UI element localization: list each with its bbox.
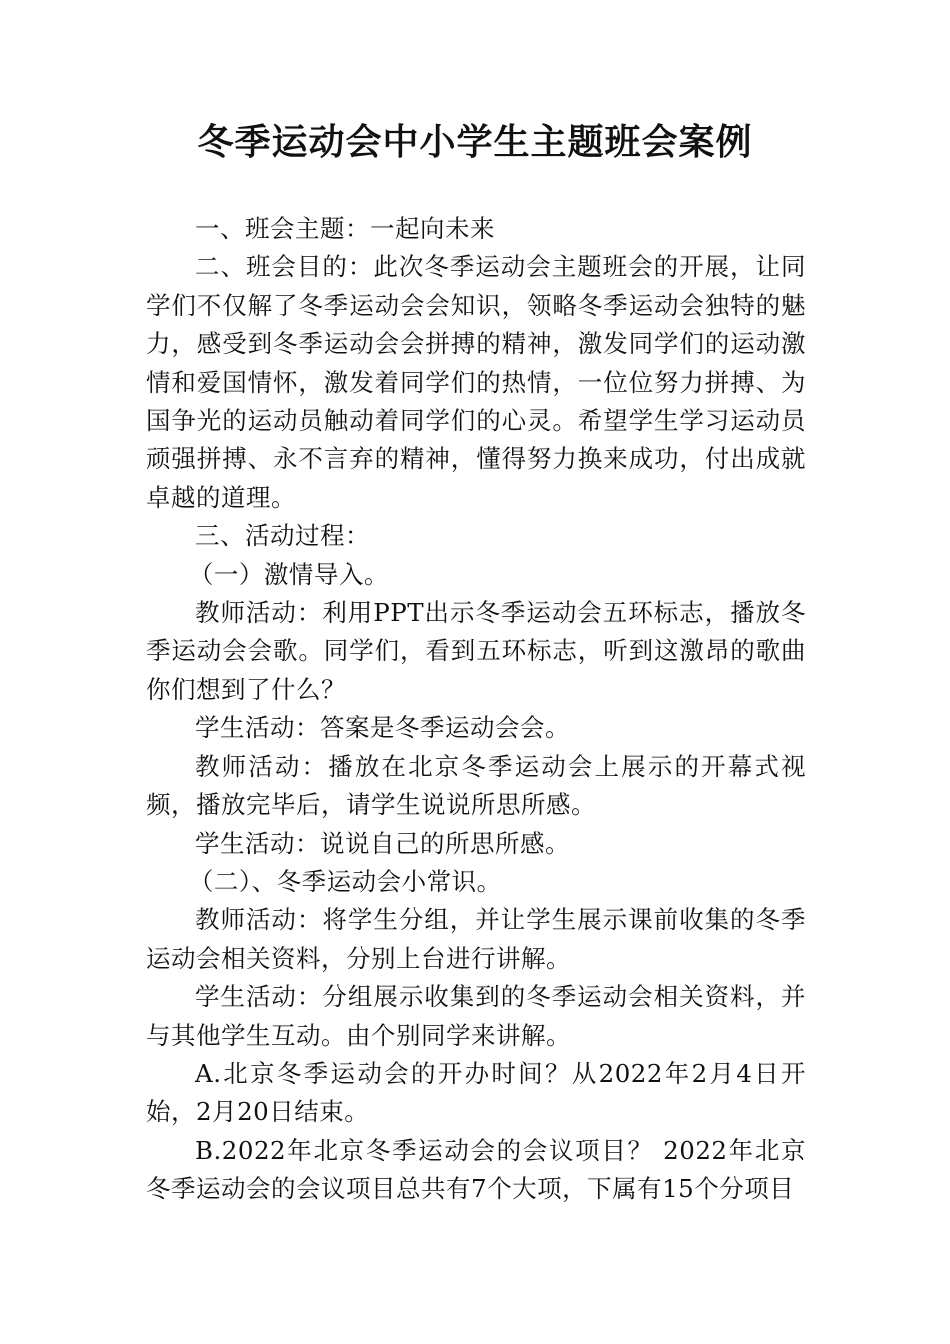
paragraph-teacher-activity-3: 教师活动：将学生分组，并让学生展示课前收集的冬季运动会相关资料，分别上台进行讲解。 (146, 905, 806, 973)
paragraph-student-activity-2: 学生活动：说说自己的所思所感。 (195, 828, 570, 858)
paragraph-section-intro: （一）激情导入。 (188, 559, 389, 589)
paragraph-teacher-activity-1: 教师活动：利用PPT出示冬季运动会五环标志，播放冬季运动会会歌。同学们，看到五环标志，听到这激昂的歌曲你们想到了什么？ (146, 598, 806, 704)
paragraph-activity-process: 三、活动过程： (195, 521, 370, 551)
paragraph-student-activity-1: 学生活动：答案是冬季运动会会。 (195, 713, 570, 743)
paragraph-meeting-purpose: 二、班会目的：此次冬季运动会主题班会的开展，让同学们不仅解了冬季运动会会知识，领略冬季运动会独特的魅力，感受到冬季运动会会拼搏的精神，激发同学们的运动激情和爱国情怀，激发着同学们的热情，一位位努力拼搏、为国争光的运动员触动着同学们的心灵。希望学生学习运动员顽强拼搏、永不言弃的精神，懂得努力换来成功，付出成就卓越的道理。 (146, 252, 806, 512)
document-body (146, 210, 806, 1209)
paragraph-item-a: A.北京冬季运动会的开办时间？从2022年2月4日开始，2月20日结束。 (146, 1058, 806, 1127)
paragraph-student-activity-3: 学生活动：分组展示收集到的冬季运动会相关资料，并与其他学生互动。由个别同学来讲解。 (146, 982, 806, 1050)
paragraph-item-b: B.2022年北京冬季运动会的会议项目？ 2022年北京冬季运动会的会议项目总共有7个大项，下属有15个分项目 (146, 1135, 806, 1204)
document-title: 冬季运动会中小学生主题班会案例 (197, 121, 753, 163)
paragraph-section-knowledge: （二）、冬季运动会小常识。 (188, 866, 502, 896)
paragraph-meeting-theme: 一、班会主题：一起向未来 (195, 214, 495, 243)
paragraph-teacher-activity-2: 教师活动：播放在北京冬季运动会上展示的开幕式视频，播放完毕后，请学生说说所思所感。 (146, 751, 806, 820)
